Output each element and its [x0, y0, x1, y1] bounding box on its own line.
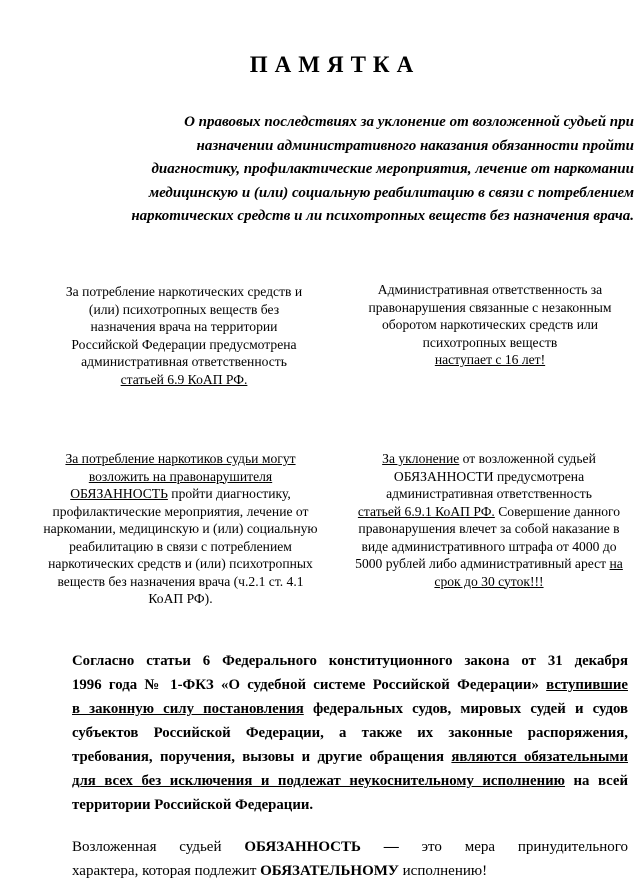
subtitle-line: назначении административного наказания обязанности пройти — [196, 137, 634, 154]
subtitle-line: наркотических средств и ли психотропных веществ без назначения врача. — [131, 208, 634, 224]
text-line: профилактические мероприятия, лечение от — [52, 503, 309, 519]
underlined-text: статьей 6.9.1 КоАП РФ. — [357, 503, 495, 519]
text-line: субъектов Российской Федерации, а также их законные распоряжения, — [72, 725, 628, 741]
text-line: наркотических средств и (или) психотропных — [48, 556, 313, 571]
underlined-text: За уклонение — [382, 451, 460, 466]
info-block-penalty — [340, 450, 638, 590]
text-line: реабилитацию в связи с потреблением — [69, 538, 292, 554]
text-fragment: Возложенная судьей — [72, 839, 245, 855]
text-line — [28, 485, 333, 503]
memo-subtitle — [40, 111, 634, 229]
text-fragment: характера, которая подлежит — [72, 863, 261, 879]
subtitle-line: медицинскую и (или) социальную реабилитацию в связи с потреблением — [148, 184, 634, 201]
text-line: ОБЯЗАННОСТИ предусмотрена — [393, 468, 585, 484]
underlined-text: срок до 30 суток!!! — [434, 573, 544, 589]
info-block-obligation — [28, 450, 333, 608]
text-line: назначения врача на территории — [90, 319, 278, 334]
text-fragment: пройти диагностику, — [167, 486, 291, 501]
text-line — [28, 450, 333, 468]
text-fragment: требования, поручения, вызовы и другие обращения — [72, 749, 452, 765]
text-fragment: исполнению! — [398, 863, 488, 879]
underlined-text: в законную силу постановления — [72, 701, 304, 717]
text-line — [340, 573, 638, 591]
law-paragraph — [72, 649, 628, 817]
text-line: веществ без назначения врача (ч.2.1 ст. 4.1 — [57, 573, 304, 589]
text-line: (или) психотропных веществ без — [88, 301, 280, 317]
age-notice — [345, 351, 635, 369]
text-line: правонарушения влечет за собой наказание в — [358, 521, 620, 536]
text-fragment: 1996 года № 1-ФКЗ «О судебной системе Российской Федерации» — [72, 677, 547, 693]
subtitle-line: О правовых последствиях за уклонение от возложенной судьей при — [184, 114, 634, 130]
text-fragment: 5000 рублей либо административный арест — [355, 556, 610, 571]
text-line: психотропных веществ — [422, 334, 558, 350]
text-line — [340, 555, 638, 573]
underlined-text: возложить на правонарушителя — [88, 468, 273, 484]
text-fragment: на всей — [564, 773, 628, 789]
text-fragment: от возложенной судьей — [459, 451, 596, 466]
text-line — [72, 859, 628, 883]
text-line: административная ответственность — [386, 486, 592, 501]
text-line: административная ответственность — [81, 354, 287, 369]
text-line — [72, 769, 628, 793]
text-line: Согласно статьи 6 Федерального конституционного закона от 31 декабря — [72, 653, 628, 669]
underlined-text: для всех без исключения и подлежат неукоснительному исполнению — [72, 773, 565, 789]
article-reference — [36, 371, 332, 389]
text-line: Российской Федерации предусмотрена — [71, 336, 297, 352]
text-line: оборотом наркотических средств или — [381, 317, 599, 332]
underlined-text: За потребление наркотиков судьи могут — [65, 451, 296, 466]
page-title: ПАМЯТКА — [249, 52, 421, 77]
text-line — [340, 450, 638, 468]
text-line — [72, 835, 628, 859]
obligation-paragraph — [72, 835, 628, 883]
text-fragment: Совершение данного — [494, 503, 621, 519]
bold-text: ОБЯЗАННОСТЬ — — [244, 839, 399, 855]
text-line: территории Российской Федерации. — [72, 797, 314, 813]
text-fragment: это мера принудительного — [398, 839, 629, 855]
info-block-age — [345, 281, 635, 369]
text-fragment: федеральных судов, мировых судей и судов — [303, 701, 628, 717]
text-line — [28, 468, 333, 486]
text-line: КоАП РФ). — [148, 591, 213, 606]
info-block-consumption — [36, 283, 332, 388]
text-line: За потребление наркотических средств и — [65, 284, 303, 299]
underlined-text: наступает с 16 лет! — [434, 352, 546, 367]
text-line: правонарушения связанные с незаконным — [368, 299, 612, 315]
text-line: Административная ответственность за — [377, 282, 603, 297]
text-line — [340, 503, 638, 521]
bold-text: ОБЯЗАТЕЛЬНОМУ — [260, 863, 399, 879]
text-line — [72, 745, 628, 769]
text-line — [72, 697, 628, 721]
underlined-text: вступившие — [546, 677, 628, 693]
subtitle-line: диагностику, профилактические мероприятия, лечение от наркомании — [151, 161, 634, 177]
text-line: наркомании, медицинскую и (или) социальную — [43, 521, 318, 536]
underlined-text: ОБЯЗАННОСТЬ — [70, 486, 168, 501]
underlined-text: являются обязательными — [451, 749, 628, 765]
underlined-text: на — [609, 556, 623, 571]
text-line — [72, 673, 628, 697]
underlined-text: статьей 6.9 КоАП РФ. — [120, 371, 248, 387]
text-line: виде административного штрафа от 4000 до — [361, 538, 617, 554]
